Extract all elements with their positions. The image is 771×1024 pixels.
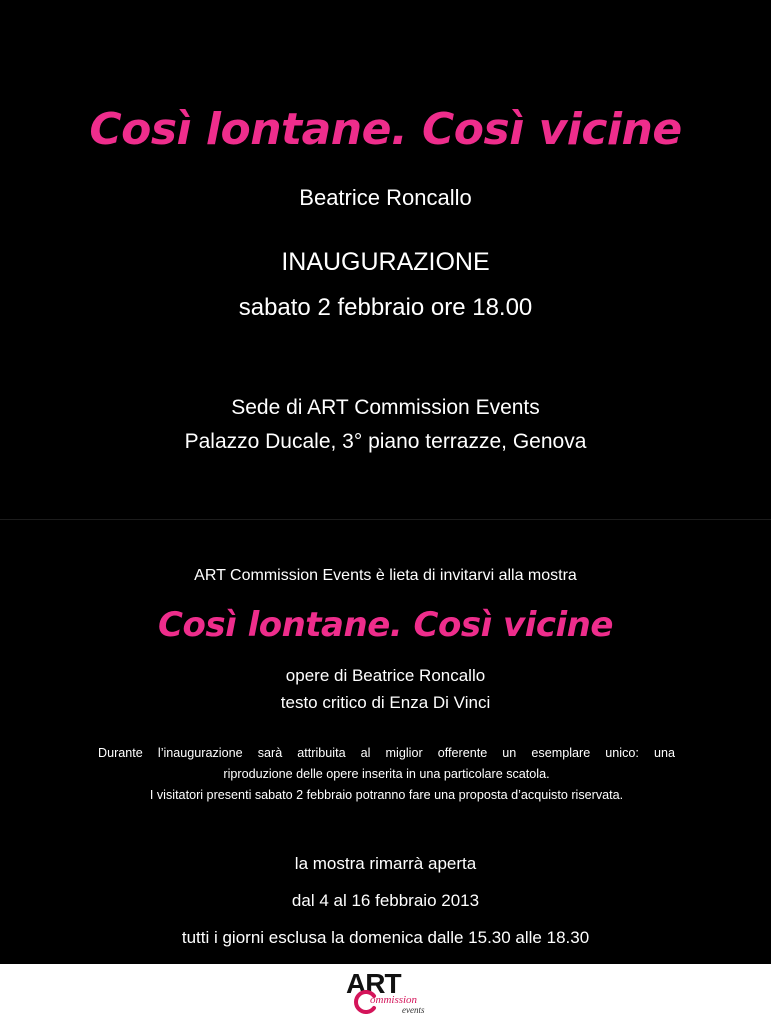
logo-events-text: events xyxy=(402,1005,425,1015)
logo-commission-text: ommission xyxy=(370,994,418,1006)
works-by: opere di Beatrice Roncallo xyxy=(285,666,486,685)
description-paragraph xyxy=(98,743,675,806)
description-line: riproduzione delle opere inserita in una particolare scatola. xyxy=(223,767,550,781)
exhibition-title: Così lontane. Così vicine xyxy=(89,104,682,155)
logo-art-text: ART xyxy=(346,968,401,999)
artist-name: Beatrice Roncallo xyxy=(299,185,472,210)
venue-name: Sede di ART Commission Events xyxy=(231,396,540,419)
venue-address: Palazzo Ducale, 3° piano terrazze, Genova xyxy=(184,430,587,453)
open-period-dates: dal 4 al 16 febbraio 2013 xyxy=(291,891,480,910)
open-hours: tutti i giorni esclusa la domenica dalle 15.30 alle 18.30 xyxy=(181,928,590,947)
exhibition-title-secondary: Così lontane. Così vicine xyxy=(158,605,613,645)
open-period-intro: la mostra rimarrà aperta xyxy=(294,854,477,873)
critic-text: testo critico di Enza Di Vinci xyxy=(280,693,491,712)
invite-text: ART Commission Events è lieta di invitarvi alla mostra xyxy=(194,567,577,584)
description-line: I visitatori presenti sabato 2 febbraio potranno fare una proposta d’acquisto riservata. xyxy=(149,788,624,802)
opening-label: INAUGURAZIONE xyxy=(281,248,490,276)
art-commission-logo xyxy=(340,968,435,1018)
opening-date: sabato 2 febbraio ore 18.00 xyxy=(238,294,533,321)
description-line: Durante l’inaugurazione sarà attribuita al miglior offerente un esemplare unico: una xyxy=(98,746,675,760)
